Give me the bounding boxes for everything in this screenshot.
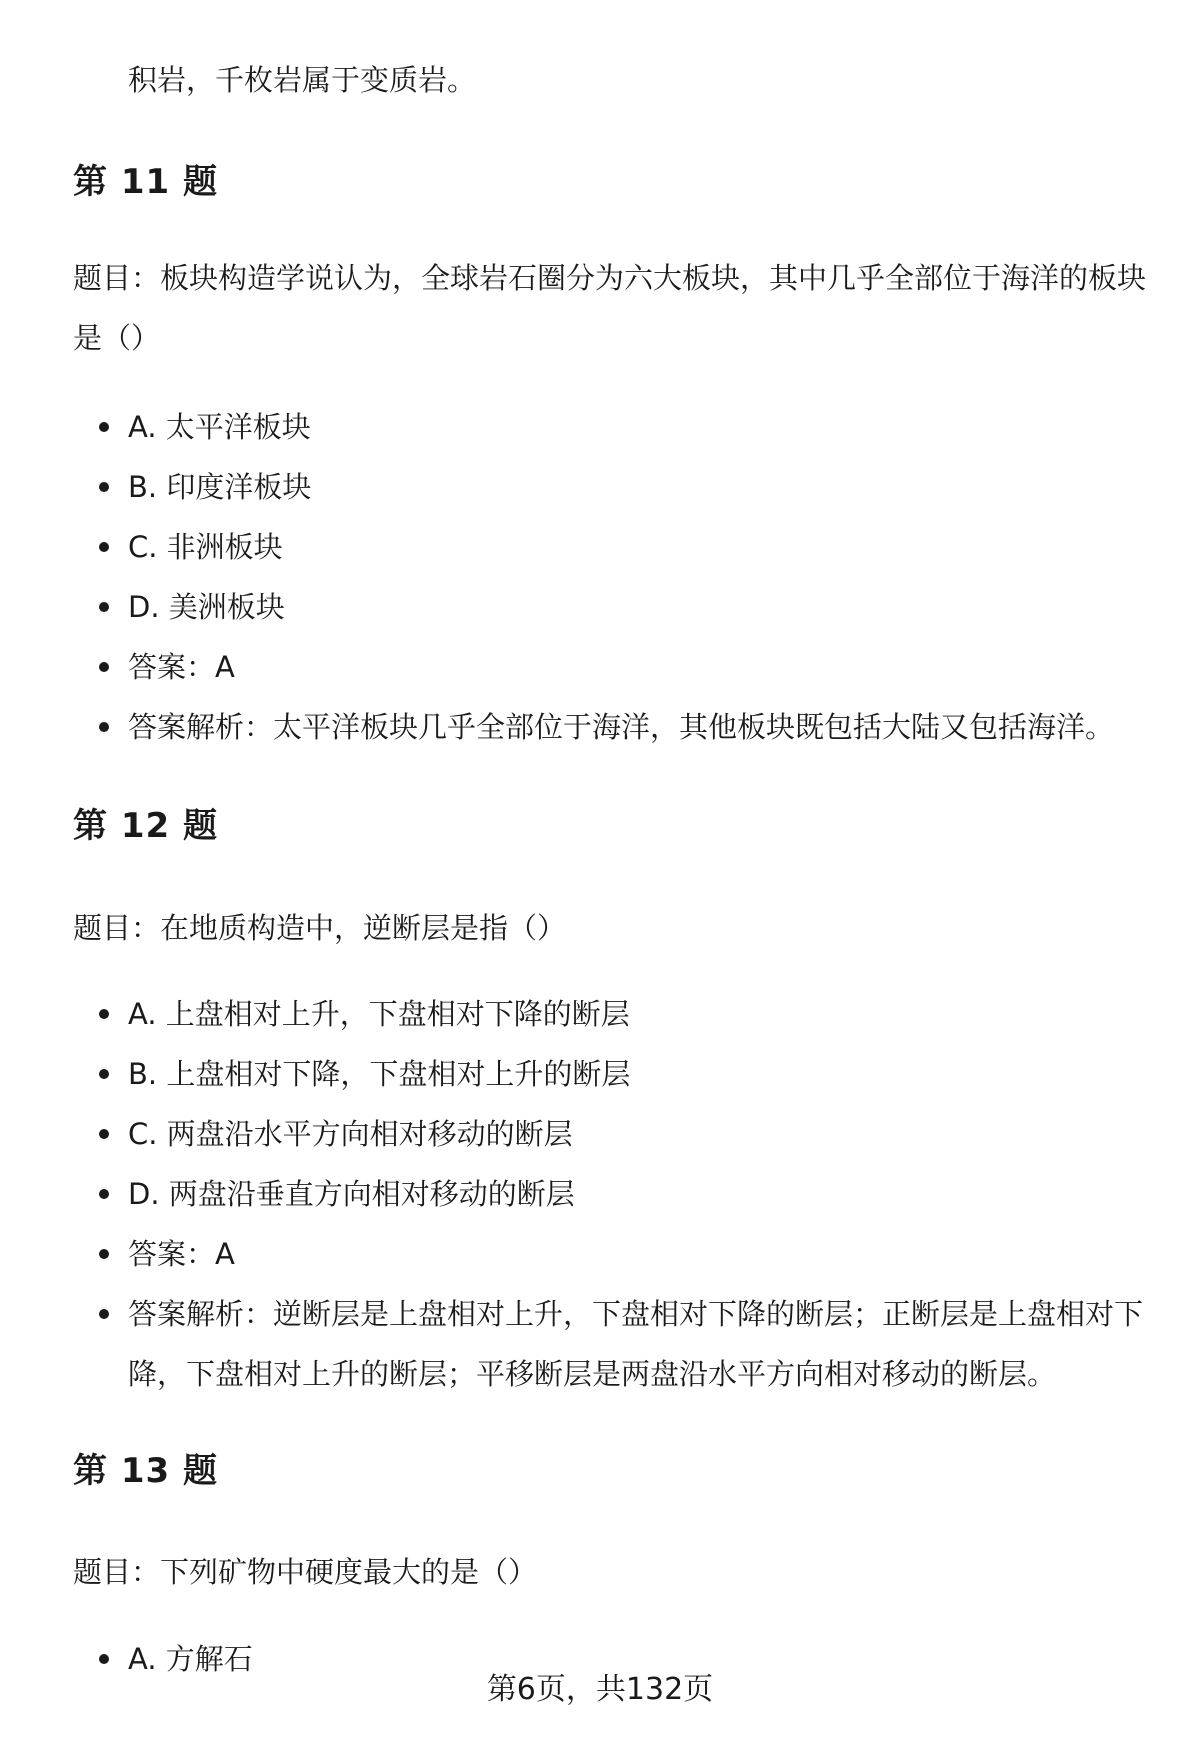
bullet-icon <box>99 1309 109 1319</box>
option-text: A. 太平洋板块 <box>128 410 311 444</box>
option-text: B. 上盘相对下降，下盘相对上升的断层 <box>128 1057 631 1091</box>
question-stem: 题目：下列矿物中硬度最大的是（） <box>73 1555 538 1589</box>
option-text: A. 方解石 <box>128 1642 253 1676</box>
option-item <box>73 457 1153 517</box>
option-text: D. 美洲板块 <box>128 590 285 624</box>
option-text: C. 非洲板块 <box>128 530 283 564</box>
question-heading: 第 13 题 <box>73 1451 218 1491</box>
bullet-icon <box>99 542 109 552</box>
option-text: D. 两盘沿垂直方向相对移动的断层 <box>128 1177 575 1211</box>
page-number-footer: 第6页，共132页 <box>486 1672 714 1707</box>
option-item <box>73 577 1153 637</box>
bullet-icon <box>99 722 109 732</box>
question-option-list <box>73 984 1153 1404</box>
option-item <box>73 1104 1153 1164</box>
option-item <box>73 1044 1153 1104</box>
question-heading: 第 12 题 <box>73 806 218 846</box>
bullet-icon <box>99 1069 109 1079</box>
bullet-icon <box>99 1189 109 1199</box>
explanation-item <box>73 697 1153 757</box>
bullet-icon <box>99 1129 109 1139</box>
option-item <box>73 984 1153 1044</box>
bullet-icon <box>99 662 109 672</box>
answer-text: 答案：A <box>128 1237 235 1271</box>
option-text: A. 上盘相对上升，下盘相对下降的断层 <box>128 997 630 1031</box>
question-stem: 题目：板块构造学说认为，全球岩石圈分为六大板块，其中几乎全部位于海洋的板块是（） <box>73 261 1147 355</box>
answer-text: 答案：A <box>128 650 235 684</box>
answer-item <box>73 637 1153 697</box>
option-item <box>73 517 1153 577</box>
explanation-item <box>73 1284 1153 1404</box>
continuation-text: 积岩，千枚岩属于变质岩。 <box>128 63 477 97</box>
option-item <box>73 397 1153 457</box>
question-heading: 第 11 题 <box>73 162 218 202</box>
bullet-icon <box>99 602 109 612</box>
explanation-text: 答案解析：太平洋板块几乎全部位于海洋，其他板块既包括大陆又包括海洋。 <box>128 710 1115 744</box>
bullet-icon <box>99 482 109 492</box>
bullet-icon <box>99 1654 109 1664</box>
option-item <box>73 1164 1153 1224</box>
option-text: C. 两盘沿水平方向相对移动的断层 <box>128 1117 573 1151</box>
answer-item <box>73 1224 1153 1284</box>
bullet-icon <box>99 1009 109 1019</box>
explanation-text: 答案解析：逆断层是上盘相对上升，下盘相对下降的断层；正断层是上盘相对下降，下盘相对上升的断层；平移断层是两盘沿水平方向相对移动的断层。 <box>128 1297 1144 1391</box>
bullet-icon <box>99 422 109 432</box>
question-option-list <box>73 397 1153 757</box>
option-text: B. 印度洋板块 <box>128 470 312 504</box>
bullet-icon <box>99 1249 109 1259</box>
question-stem: 题目：在地质构造中，逆断层是指（） <box>73 911 567 945</box>
